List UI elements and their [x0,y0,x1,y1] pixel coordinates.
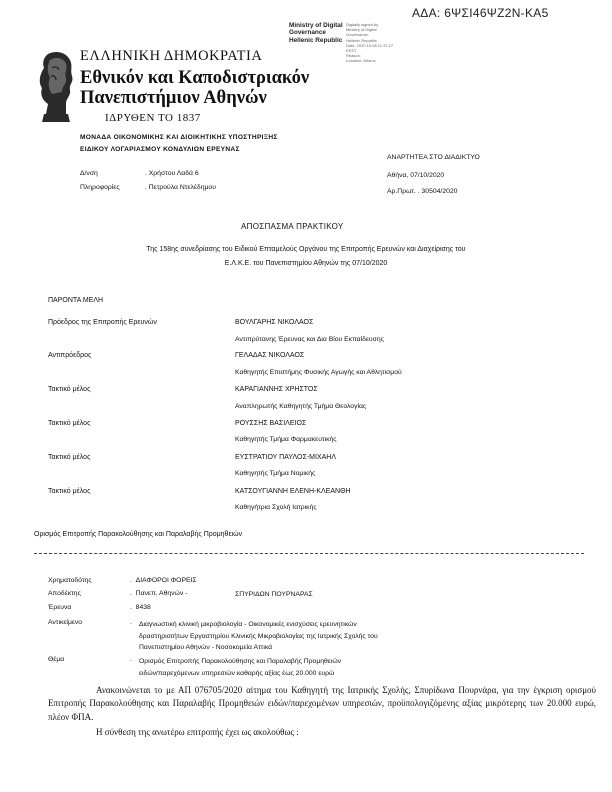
object-label: Αντικείμενο [48,619,83,626]
signature-line: Ministry of Digital [289,22,343,29]
funder-value: . ΔΙΑΦΟΡΟΙ ΦΟΡΕΙΣ [130,577,197,584]
member-role: Πρόεδρος της Επιτροπής Ερευνών [48,319,157,326]
member-title: Καθηγητής Τμήμα Νομικής [235,470,316,477]
digital-signature-meta [346,22,393,64]
member-name: ΚΑΤΣΟΥΓΙΑΝΝΗ ΕΛΕΝΗ-ΚΛΕΑΝΘΗ [235,488,351,495]
meeting-intro [0,243,612,270]
recipient-person: ΣΠΥΡΙΔΩΝ ΠΟΥΡΝΑΡΑΣ [235,591,313,598]
address-label: Δ/νση [80,170,98,177]
member-role: Τακτικό μέλος [48,420,91,427]
signature-line: Governance [289,29,326,37]
member-title: Αναπληρωτής Καθηγητής Τμήμα Θεολογίας [235,403,367,410]
subject-heading: Ορισμός Επιτροπής Παρακολούθησης και Παραλαβής Προμηθειών [34,531,243,538]
signature-meta-line: Location: Athens [346,58,376,64]
info-label: Πληροφορίες [80,184,120,191]
research-code: 8438 [135,604,151,611]
signature-meta-line: Governance, [346,32,369,38]
signature-meta-line: Hellenic Republic [346,37,377,43]
member-title: Αντιπρύτανης Έρευνας και Δια Βίου Εκπαίδευσης [235,336,384,343]
university-crest-icon [36,50,76,128]
signature-meta-line: Reason: [346,53,361,59]
research-label: Έρευνα [48,604,72,611]
recipient-value: . Πανεπ. Αθηνών - [130,590,188,597]
topic-dot: . [130,656,132,663]
unit-line: ΜΟΝΑΔΑ ΟΙΚΟΝΟΜΙΚΗΣ ΚΑΙ ΔΙΟΙΚΗΤΙΚΗΣ ΥΠΟΣΤΗΡΙΞΗΣ [80,134,278,141]
member-role: Αντιπρόεδρος [48,352,92,359]
member-name: ΚΑΡΑΓΙΑΝΝΗΣ ΧΡΗΣΤΟΣ [235,386,318,393]
topic-line: Ορισμός Επιτροπής Παρακολούθησης και Παραλαβής Προμηθειών [139,658,342,665]
founded-line: ΙΔΡΥΘΕΝ ΤΟ 1837 [105,112,201,124]
object-dot: . [130,619,132,626]
document-date: Αθήνα, 07/10/2020 [387,172,445,179]
member-name: ΒΟΥΛΓΑΡΗΣ ΝΙΚΟΛΑΟΣ [235,319,314,326]
topic-line: ειδών/παρεχόμενων υπηρεσιών καθαρής αξίας έως 20.000 ευρώ [139,669,335,677]
member-title: Καθηγητής Τμήμα Φαρμακευτικής [235,436,337,443]
object-line: δραστηριοτήτων Εργαστηρίου Κλινικής Μικροβιολογίας της Ιατρικής Σχολής του [139,632,378,640]
member-role: Τακτικό μέλος [48,386,91,393]
university-name-line2: Πανεπιστήμιον Αθηνών [80,88,267,108]
member-name: ΡΟΥΣΣΗΣ ΒΑΣΙΛΕΙΟΣ [235,420,307,427]
signature-meta-line: EEST [346,48,357,54]
administrative-unit [80,132,278,155]
object-value [139,619,378,654]
funder-text: ΔΙΑΦΟΡΟΙ ΦΟΡΕΙΣ [135,577,197,584]
member-role: Τακτικό μέλος [48,488,91,495]
member-role: Τακτικό μέλος [48,454,91,461]
university-name-line1: Εθνικόν και Καποδιστριακόν [80,68,310,88]
protocol-number: Αρ.Πρωτ. . 30504/2020 [387,188,458,195]
section-divider [34,553,584,554]
signature-meta-line: Ministry of Digital [346,27,377,33]
address-value: . Χρήστου Λαδά 6 [145,170,199,177]
funder-label: Χρηματοδότης [48,577,92,584]
document-title: ΑΠΟΣΠΑΣΜΑ ΠΡΑΚΤΙΚΟΥ [241,222,344,231]
ada-code: ΑΔΑ: 6ΨΣΙ46ΨΖ2Ν-ΚΑ5 [412,6,549,20]
signature-meta-line: Digitally signed by [346,22,379,27]
member-title: Καθηγήτρια Σχολή Ιατρικής [235,504,317,511]
topic-value [139,656,341,679]
signature-line: Hellenic Republic [289,36,343,44]
digital-signature-block [289,22,343,44]
unit-line: ΕΙΔΙΚΟΥ ΛΟΓΑΡΙΑΣΜΟΥ ΚΟΝΔΥΛΙΩΝ ΕΡΕΥΝΑΣ [80,145,240,153]
member-name: ΕΥΣΤΡΑΤΙΟΥ ΠΑΥΛΟΣ-ΜΙΧΑΗΛ [235,454,336,461]
member-name: ΓΕΛΑΔΑΣ ΝΙΚΟΛΑΟΣ [235,352,305,359]
research-value: . 8438 [130,604,151,611]
info-value: . Πετρούλα Ντελέδημου [145,184,216,191]
member-title: Καθηγητής Επιστήμης Φυσικής Αγωγής και Αθλητισμού [235,369,402,376]
signature-meta-line: Date: 2020.10.08 11:37:27 [346,42,394,48]
body-paragraph-2: Η σύνθεση της ανωτέρω επιτροπής έχει ως ακολούθως : [96,727,299,737]
recipient-label: Αποδέκτης [48,590,81,597]
intro-line: Ε.Λ.Κ.Ε. του Πανεπιστημίου Αθηνών της 07/10/2020 [224,259,388,267]
object-line: Πανεπιστημίου Αθηνών - Νοσοκομεία Αττικά [139,644,273,651]
recipient-text: Πανεπ. Αθηνών - [135,590,188,597]
intro-line: Της 158ης συνεδρίασης του Ειδικού Επταμελούς Οργάνου της Επιτροπής Ερευνών και Διαχείρισης του [146,246,466,253]
body-paragraph: Ανακοινώνεται το με ΑΠ 076705/2020 αίτημα του Καθηγητή της Ιατρικής Σχολής, Σπυρίδωνα Πουρνάρα, για την έγκριση ορισμού Επιτροπής Παρακολούθησης και Παραλαβής Προμηθειών ειδών/παρεχομένων υπηρεσιών, προϋπολογιζόμενης αξίας μικρότερης των 20.000 ευρώ, πλέον ΦΠΑ. [48,685,596,722]
members-heading: ΠΑΡΟΝΤΑ ΜΕΛΗ [48,297,104,304]
republic-heading: ΕΛΛΗΝΙΚΗ ΔΗΜΟΚΡΑΤΙΑ [80,48,263,64]
object-line: Διαγνωστική κλινική μικροβιολογία - Οικονομικές ενισχύσεις ερευνητικών [139,621,357,628]
topic-label: Θέμα [48,656,65,663]
posting-notice: ΑΝΑΡΤΗΤΕΑ ΣΤΟ ΔΙΑΔΙΚΤΥΟ [387,154,480,161]
